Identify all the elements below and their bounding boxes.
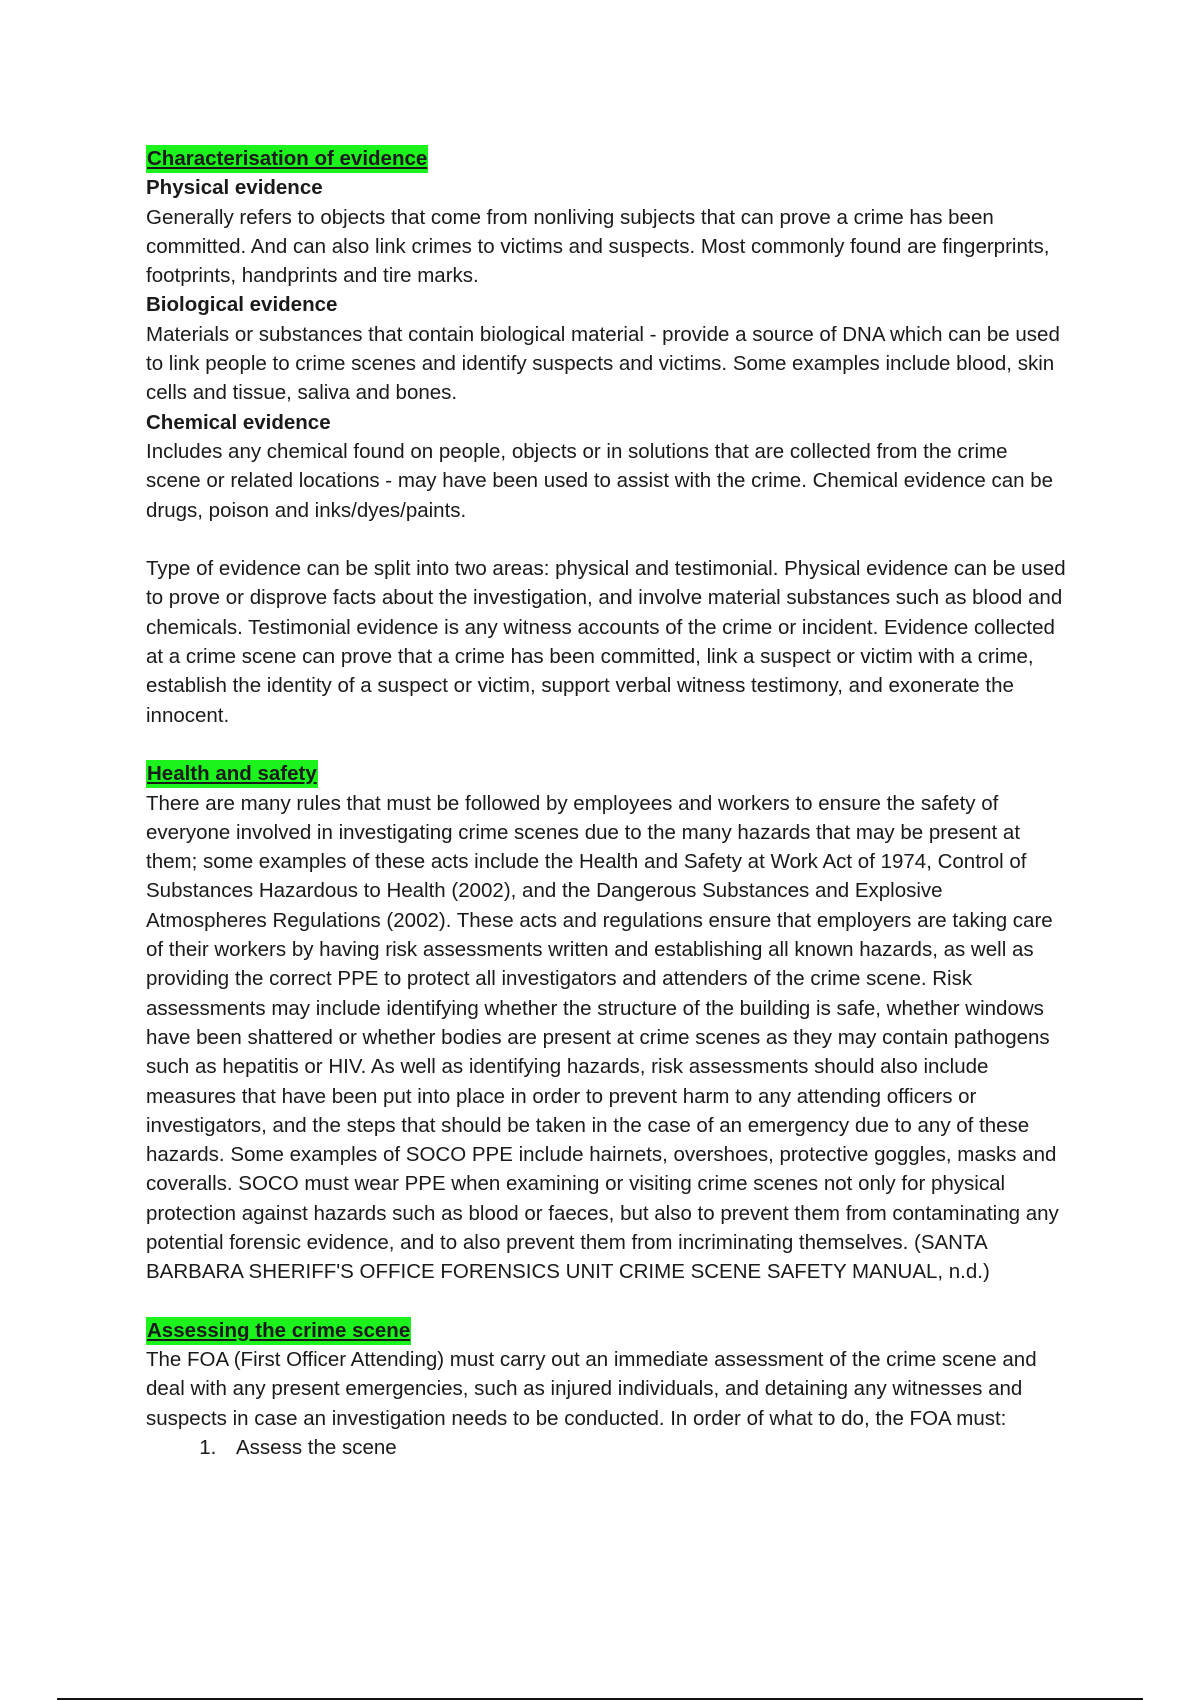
health-safety-heading: Health and safety — [146, 760, 318, 788]
physical-evidence-text: Generally refers to objects that come from nonliving subjects that can prove a crime has been committed. And can also link crimes to victims and suspects. Most commonly found are fingerprints, footprints, handprints and tire marks. — [146, 205, 1050, 288]
spacer — [146, 1287, 1066, 1316]
assessing-scene-heading: Assessing the crime scene — [146, 1317, 411, 1345]
list-item: 1. Assess the scene — [222, 1433, 1066, 1462]
biological-evidence-title: Biological evidence — [146, 293, 338, 317]
document-page — [146, 144, 1066, 1462]
section-evidence — [146, 144, 1066, 730]
section-health-safety — [146, 759, 1066, 1286]
section-assessing-scene — [146, 1316, 1066, 1462]
assessing-scene-text: The FOA (First Officer Attending) must carry out an immediate assessment of the crime scene and deal with any present emergencies, such as injured individuals, and detaining any witnesses and suspects in case an investigation needs to be conducted. In order of what to do, the FOA must: — [146, 1348, 1037, 1430]
biological-evidence-text: Materials or substances that contain biological material - provide a source of DNA which can be used to link people to crime scenes and identify suspects and victims. Some examples include blood, skin cells and tissue, saliva and bones. — [146, 322, 1060, 405]
chemical-evidence-text: Includes any chemical found on people, objects or in solutions that are collected from the crime scene or related locations - may have been used to assist with the crime. Chemical evidence can be drugs, poison and inks/dyes/paints. — [146, 439, 1054, 522]
spacer — [146, 730, 1066, 759]
physical-evidence-title: Physical evidence — [146, 176, 323, 200]
foa-steps-list — [146, 1433, 1066, 1462]
evidence-heading: Characterisation of evidence — [146, 145, 428, 173]
evidence-types-paragraph: Type of evidence can be split into two areas: physical and testimonial. Physical evidence can be used to prove or disprove facts about the investigation, and involve material substances such as blood and chemicals. Testimonial evidence is any witness accounts of the crime or incident. Evidence collected at a crime scene can prove that a crime has been committed, link a suspect or victim with a crime, establish the identity of a suspect or victim, support verbal witness testimony, and exonerate the innocent. — [146, 557, 1066, 727]
spacer — [146, 525, 1066, 554]
chemical-evidence-title: Chemical evidence — [146, 410, 331, 434]
health-safety-text: There are many rules that must be followed by employees and workers to ensure the safety of everyone involved in investigating crime scenes due to the many hazards that may be present at them; some examples of these acts include the Health and Safety at Work Act of 1974, Control of Substances Hazardous to Health (2002), and the Dangerous Substances and Explosive Atmospheres Regulations (2002). These acts and regulations ensure that employers are taking care of their workers by having risk assessments written and establishing all known hazards, as well as providing the correct PPE to protect all investigators and attenders of the crime scene. Risk assessments may include identifying whether the structure of the building is safe, whether windows have been shattered or whether bodies are present at crime scenes as they may contain pathogens such as hepatitis or HIV. As well as identifying hazards, risk assessments should also include measures that have been put into place in order to prevent harm to any attending officers or investigators, and the steps that should be taken in the case of an emergency due to any of these hazards. Some examples of SOCO PPE include hairnets, overshoes, protective goggles, masks and coveralls. SOCO must wear PPE when examining or visiting crime scenes not only for physical protection against hazards such as blood or faeces, but also to prevent them from contaminating any potential forensic evidence, and to also prevent them from incriminating themselves. (SANTA BARBARA SHERIFF'S OFFICE FORENSICS UNIT CRIME SCENE SAFETY MANUAL, n.d.) — [146, 791, 1059, 1284]
